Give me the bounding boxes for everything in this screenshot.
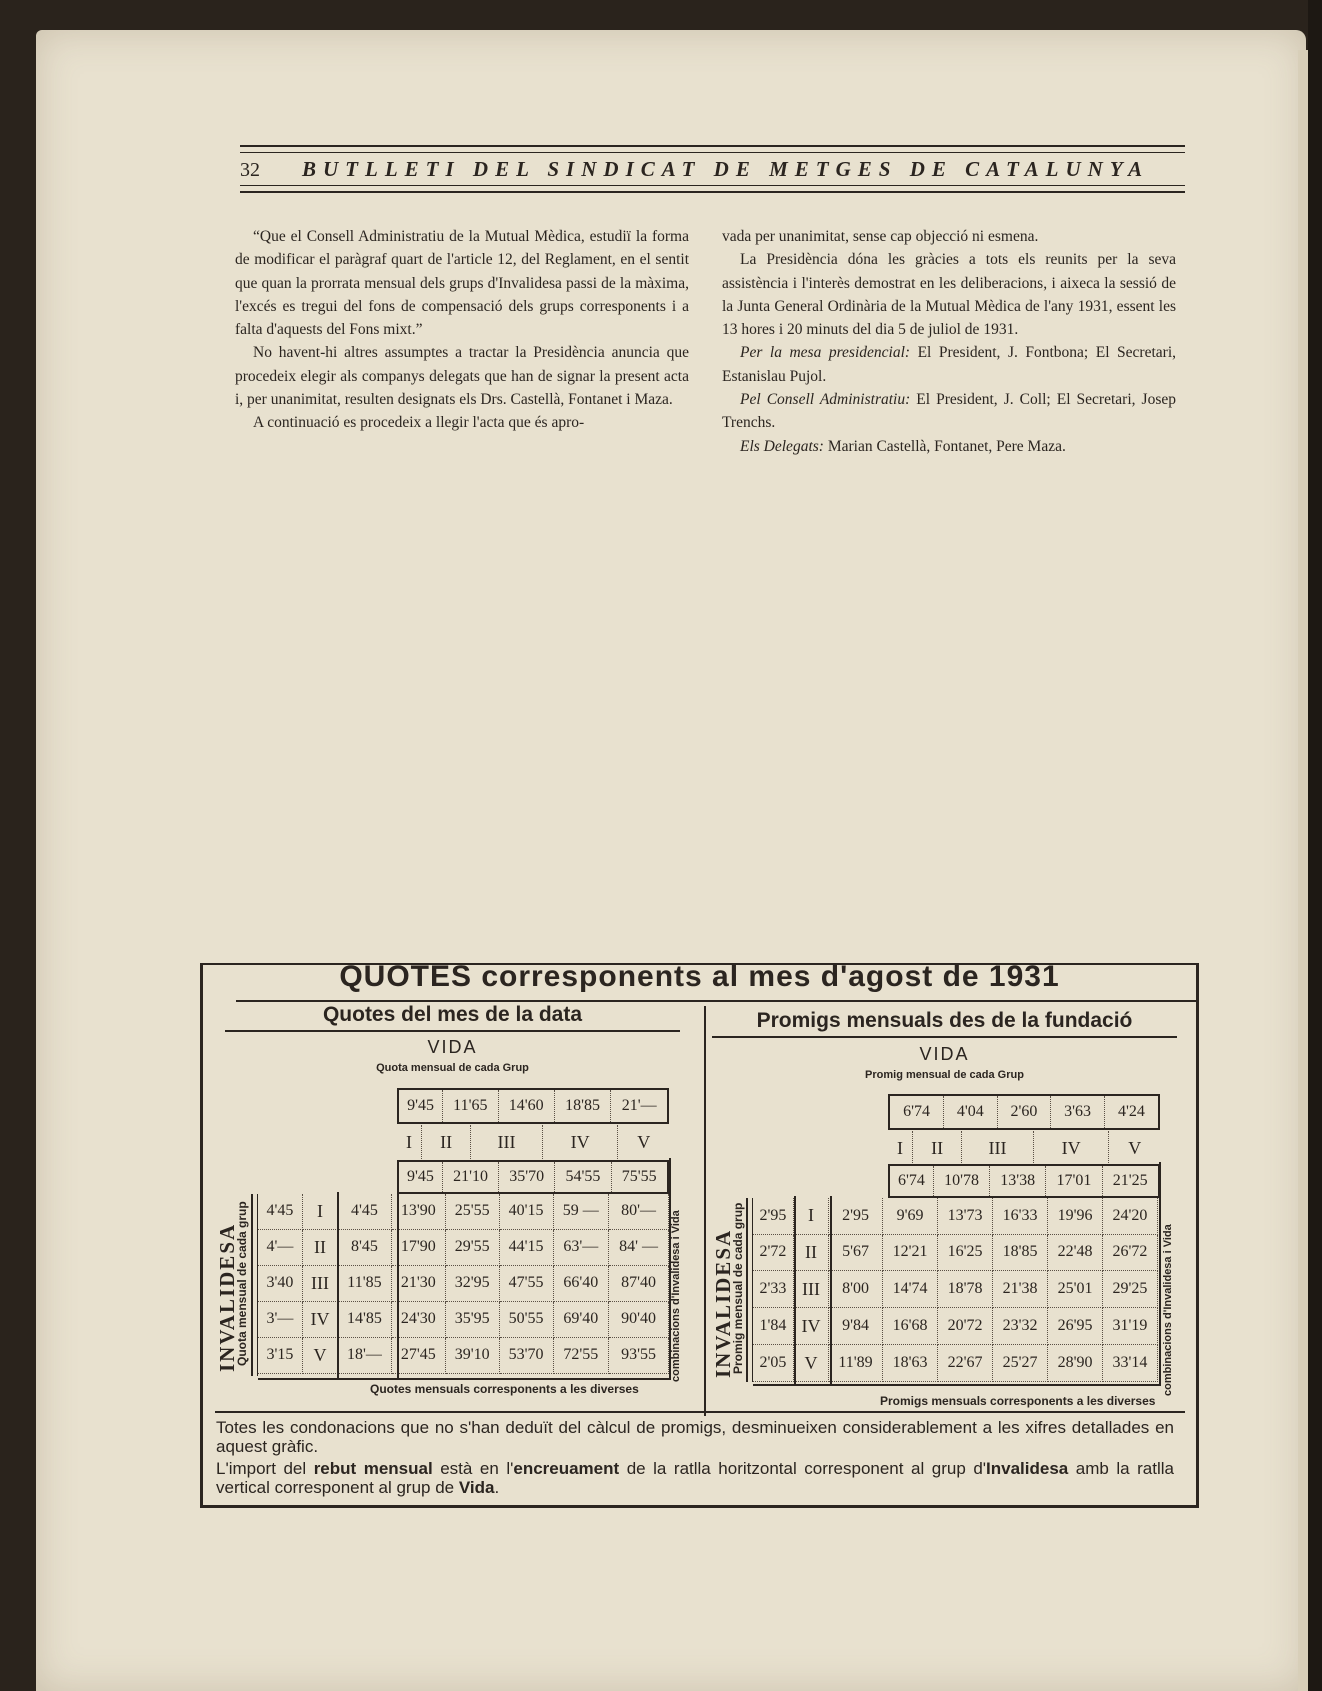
header-cell: 13'38 [990, 1165, 1046, 1197]
data-cell: 80'— [609, 1194, 669, 1229]
running-header [240, 145, 1185, 197]
page-number: 32 [240, 159, 260, 181]
note-import [216, 1459, 1174, 1497]
group-label: IV [794, 1308, 829, 1345]
inv-quota-cell: 2'72 [753, 1234, 794, 1271]
notes-rule [215, 1411, 1185, 1413]
data-cell: 24'30 [391, 1301, 445, 1337]
data-cell: 2'95 [829, 1198, 883, 1234]
data-cell: 33'14 [1103, 1345, 1158, 1382]
data-cell: 18'— [338, 1337, 392, 1373]
column-rule [337, 1192, 339, 1378]
group-label: I [397, 1125, 422, 1159]
data-cell: 14'74 [883, 1271, 938, 1308]
table-bottom-rule [753, 1384, 1161, 1386]
inv-quota-cell: 4'45 [258, 1194, 303, 1229]
data-cell: 21'30 [391, 1265, 445, 1301]
paragraph: vada per unanimitat, sense cap objecció ni esmena. [722, 228, 1039, 245]
vida-quota-cell: 3'63 [1051, 1095, 1105, 1129]
left-column [235, 225, 689, 435]
subtitle-rule [712, 1036, 1177, 1038]
group-label: II [794, 1234, 829, 1271]
group-label: III [471, 1125, 543, 1159]
inv-quota-cell: 2'33 [753, 1271, 794, 1308]
left-group-labels [397, 1125, 669, 1159]
inv-quota-cell: 3'— [258, 1301, 303, 1337]
data-cell: 9'69 [883, 1198, 938, 1234]
note-text: de la ratlla horitzontal corresponent al grup d' [619, 1459, 987, 1478]
left-side-label: combinacions d'Invalidesa i Vida [670, 1210, 682, 1382]
header-rule [240, 152, 1185, 153]
signature-text: El President, J. Fontbona; El Secretari, Estanislau Pujol. [722, 344, 1176, 385]
axis-rule [746, 1198, 753, 1382]
subtitle-rule [225, 1030, 680, 1032]
group-label: I [888, 1131, 913, 1165]
header-cell: 21'10 [442, 1161, 498, 1193]
header-cell: 75'55 [621, 1168, 657, 1185]
vida-quota-cell: 4'04 [944, 1095, 998, 1129]
right-group-labels [888, 1131, 1160, 1165]
data-cell: 29'25 [1103, 1271, 1158, 1308]
group-label: III [794, 1271, 829, 1308]
left-bottom-label: Quotes mensuals corresponents a les diverses [370, 1382, 639, 1396]
header-cell: 6'74 [889, 1165, 933, 1197]
header-cell: 54'55 [555, 1161, 611, 1193]
note-bold: rebut mensual [313, 1459, 433, 1478]
signature-label: Pel Consell Administratiu: [740, 391, 911, 409]
header-cell: 17'01 [1046, 1165, 1102, 1197]
data-cell: 24'20 [1103, 1198, 1158, 1234]
data-cell: 11'89 [829, 1345, 883, 1382]
data-cell: 17'90 [391, 1229, 445, 1265]
column-rule [1159, 1162, 1161, 1384]
header-rule [240, 191, 1185, 193]
vida-quota-cell: 21'— [621, 1097, 657, 1114]
signature-line [722, 435, 1176, 458]
note-bold: Invalidesa [986, 1459, 1069, 1478]
group-label: II [913, 1131, 962, 1165]
vida-quota-cell: 2'60 [997, 1095, 1051, 1129]
vida-quota-cell: 14'60 [498, 1089, 554, 1123]
left-vida-quota-table [397, 1088, 669, 1124]
note-text: està en l' [432, 1459, 514, 1478]
right-vida-sublabel: Promig mensual de cada Grup [865, 1069, 1024, 1081]
group-label: II [422, 1125, 471, 1159]
signature-label: Els Delegats: [740, 437, 824, 455]
vida-quota-cell: 18'85 [554, 1089, 610, 1123]
page-edge [1298, 50, 1308, 1691]
right-bottom-label: Promigs mensuals corresponents a les diverses [880, 1394, 1156, 1408]
data-cell: 35'95 [445, 1301, 499, 1337]
signature-text: El President, J. Coll; El Secretari, Josep Trenchs. [722, 391, 1176, 432]
axis-rule [251, 1194, 258, 1376]
data-cell: 26'72 [1103, 1234, 1158, 1271]
note-bold: Vida [458, 1478, 495, 1497]
data-cell: 23'32 [993, 1308, 1048, 1345]
data-cell: 16'33 [993, 1198, 1048, 1234]
left-header-row [397, 1160, 669, 1194]
data-cell: 72'55 [553, 1337, 609, 1373]
column-rule [830, 1196, 832, 1384]
data-cell: 59 — [553, 1194, 609, 1229]
note-text: . [494, 1478, 500, 1497]
group-label: III [303, 1265, 338, 1301]
data-cell: 16'25 [938, 1234, 993, 1271]
note-text: L'import del [216, 1459, 314, 1478]
group-label: IV [303, 1301, 338, 1337]
paragraph: No havent-hi altres assumptes a tractar la Presidència anuncia que procedeix elegir als companys delegats que han de signar la present acta i, per unanimitat, resulten designats els Drs. Castellà, Fontanet i Maza. [235, 344, 689, 409]
header-rule [240, 185, 1185, 186]
data-cell: 26'95 [1048, 1308, 1103, 1345]
left-invalidesa-label: INVALIDESA [215, 1222, 239, 1372]
data-cell: 4'45 [338, 1194, 392, 1229]
quotes-title: QUOTES corresponents al mes d'agost de 1931 [339, 960, 1060, 993]
data-cell: 9'84 [829, 1308, 883, 1345]
group-label: I [794, 1198, 829, 1234]
note-condonacions: Totes les condonacions que no s'han deduït del càlcul de promigs, desminueixen considerablement a les xifres detallades en aquest gràfic. [216, 1418, 1174, 1456]
note-bold: encreuament [513, 1459, 620, 1478]
left-vida-label: VIDA [427, 1037, 478, 1057]
signature-label: Per la mesa presidencial: [740, 344, 911, 362]
right-side-label: combinacions d'Invalidesa i Vida [1162, 1224, 1174, 1396]
group-label: III [962, 1131, 1034, 1165]
signature-text: Marian Castellà, Fontanet, Pere Maza. [823, 437, 1066, 455]
data-cell: 27'45 [391, 1337, 445, 1373]
header-cell: 21'25 [1112, 1172, 1148, 1189]
data-cell: 25'01 [1048, 1271, 1103, 1308]
data-cell: 90'40 [609, 1301, 669, 1337]
group-label: V [637, 1131, 651, 1152]
data-cell: 19'96 [1048, 1198, 1103, 1234]
data-cell: 8'00 [829, 1271, 883, 1308]
right-column [722, 225, 1176, 458]
inv-quota-cell: 2'05 [753, 1345, 794, 1382]
data-cell: 66'40 [553, 1265, 609, 1301]
data-cell: 93'55 [609, 1337, 669, 1373]
right-panel-subtitle: Promigs mensuals des de la fundació [756, 1009, 1133, 1032]
data-cell: 18'85 [993, 1234, 1048, 1271]
data-cell: 13'73 [938, 1198, 993, 1234]
data-cell: 18'63 [883, 1345, 938, 1382]
data-cell: 63'— [553, 1229, 609, 1265]
table-bottom-rule [258, 1378, 671, 1380]
data-cell: 11'85 [338, 1265, 392, 1301]
left-vida-sublabel: Quota mensual de cada Grup [376, 1062, 529, 1074]
inv-quota-cell: 2'95 [753, 1198, 794, 1234]
column-rule [397, 1192, 399, 1378]
data-cell: 40'15 [499, 1194, 553, 1229]
inv-quota-cell: 3'15 [258, 1337, 303, 1373]
data-cell: 39'10 [445, 1337, 499, 1373]
data-cell: 13'90 [391, 1194, 445, 1229]
title-rule [236, 1000, 1196, 1002]
header-rule [240, 145, 1185, 147]
panel-divider [704, 1006, 706, 1416]
paragraph: “Que el Consell Administratiu de la Mutual Mèdica, estudiï la forma de modificar el paràgraf quart de l'article 12, del Reglament, en el sentit que quan la prorrata mensual dels grups d'Invalidesa passi de la màxima, l'excés es tregui del fons de compensació dels grups corresponents i a falta d'aquests del Fons mixt.” [235, 228, 689, 339]
group-label: II [303, 1229, 338, 1265]
right-vida-quota-table [888, 1094, 1160, 1130]
inv-quota-cell: 1'84 [753, 1308, 794, 1345]
data-cell: 47'55 [499, 1265, 553, 1301]
data-cell: 8'45 [338, 1229, 392, 1265]
data-cell: 14'85 [338, 1301, 392, 1337]
note-text: amb la ratlla vertical corresponent al grup de [216, 1459, 1174, 1497]
data-cell: 31'19 [1103, 1308, 1158, 1345]
vida-quota-cell: 11'65 [443, 1089, 498, 1123]
data-cell: 25'27 [993, 1345, 1048, 1382]
data-cell: 28'90 [1048, 1345, 1103, 1382]
group-label: IV [542, 1125, 618, 1159]
data-cell: 18'78 [938, 1271, 993, 1308]
data-cell: 22'67 [938, 1345, 993, 1382]
right-vida-label: VIDA [919, 1044, 970, 1064]
data-cell: 12'21 [883, 1234, 938, 1271]
left-invalidesa-table [258, 1194, 669, 1374]
data-cell: 21'38 [993, 1271, 1048, 1308]
data-cell: 53'70 [499, 1337, 553, 1373]
data-cell: 87'40 [609, 1265, 669, 1301]
vida-quota-cell: 4'24 [1118, 1103, 1145, 1120]
right-header-row [888, 1164, 1160, 1198]
right-invalidesa-label: INVALIDESA [711, 1228, 735, 1378]
data-cell: 69'40 [553, 1301, 609, 1337]
group-label: V [794, 1345, 829, 1382]
data-cell: 84' — [609, 1229, 669, 1265]
data-cell: 20'72 [938, 1308, 993, 1345]
right-invalidesa-table [753, 1198, 1158, 1382]
data-cell: 29'55 [445, 1229, 499, 1265]
paragraph: La Presidència dóna les gràcies a tots els reunits per la seva assistència i l'interès demostrat en les deliberacions, i aixeca la sessió de la Junta General Ordinària de la Mutual Mèdica de l'any 1931, essent les 13 hores i 20 minuts del dia 5 de juliol de 1931. [722, 251, 1176, 339]
data-cell: 50'55 [499, 1301, 553, 1337]
inv-quota-cell: 4'— [258, 1229, 303, 1265]
signature-line [722, 388, 1176, 435]
data-cell: 32'95 [445, 1265, 499, 1301]
inv-quota-cell: 3'40 [258, 1265, 303, 1301]
group-label: V [303, 1337, 338, 1373]
group-label: IV [1033, 1131, 1109, 1165]
paragraph: A continuació es procedeix a llegir l'acta que és apro- [253, 414, 585, 432]
vida-quota-cell: 9'45 [398, 1089, 443, 1123]
data-cell: 25'55 [445, 1194, 499, 1229]
header-cell: 9'45 [398, 1161, 442, 1193]
group-label: V [1128, 1137, 1142, 1158]
scan-border [1308, 0, 1322, 1691]
right-invalidesa-sublabel: Promig mensual de cada grup [731, 1202, 745, 1374]
group-label: I [303, 1194, 338, 1229]
header-cell: 10'78 [933, 1165, 989, 1197]
data-cell: 5'67 [829, 1234, 883, 1271]
column-rule [794, 1196, 796, 1384]
left-panel-subtitle: Quotes del mes de la data [322, 1003, 583, 1026]
data-cell: 44'15 [499, 1229, 553, 1265]
journal-title: BUTLLETI DEL SINDICAT DE METGES DE CATALUNYA [302, 157, 1150, 181]
header-cell: 35'70 [499, 1161, 555, 1193]
data-cell: 16'68 [883, 1308, 938, 1345]
data-cell: 22'48 [1048, 1234, 1103, 1271]
vida-quota-cell: 6'74 [889, 1095, 944, 1129]
left-invalidesa-sublabel: Quota mensual de cada grup [235, 1201, 249, 1366]
signature-line [722, 341, 1176, 388]
